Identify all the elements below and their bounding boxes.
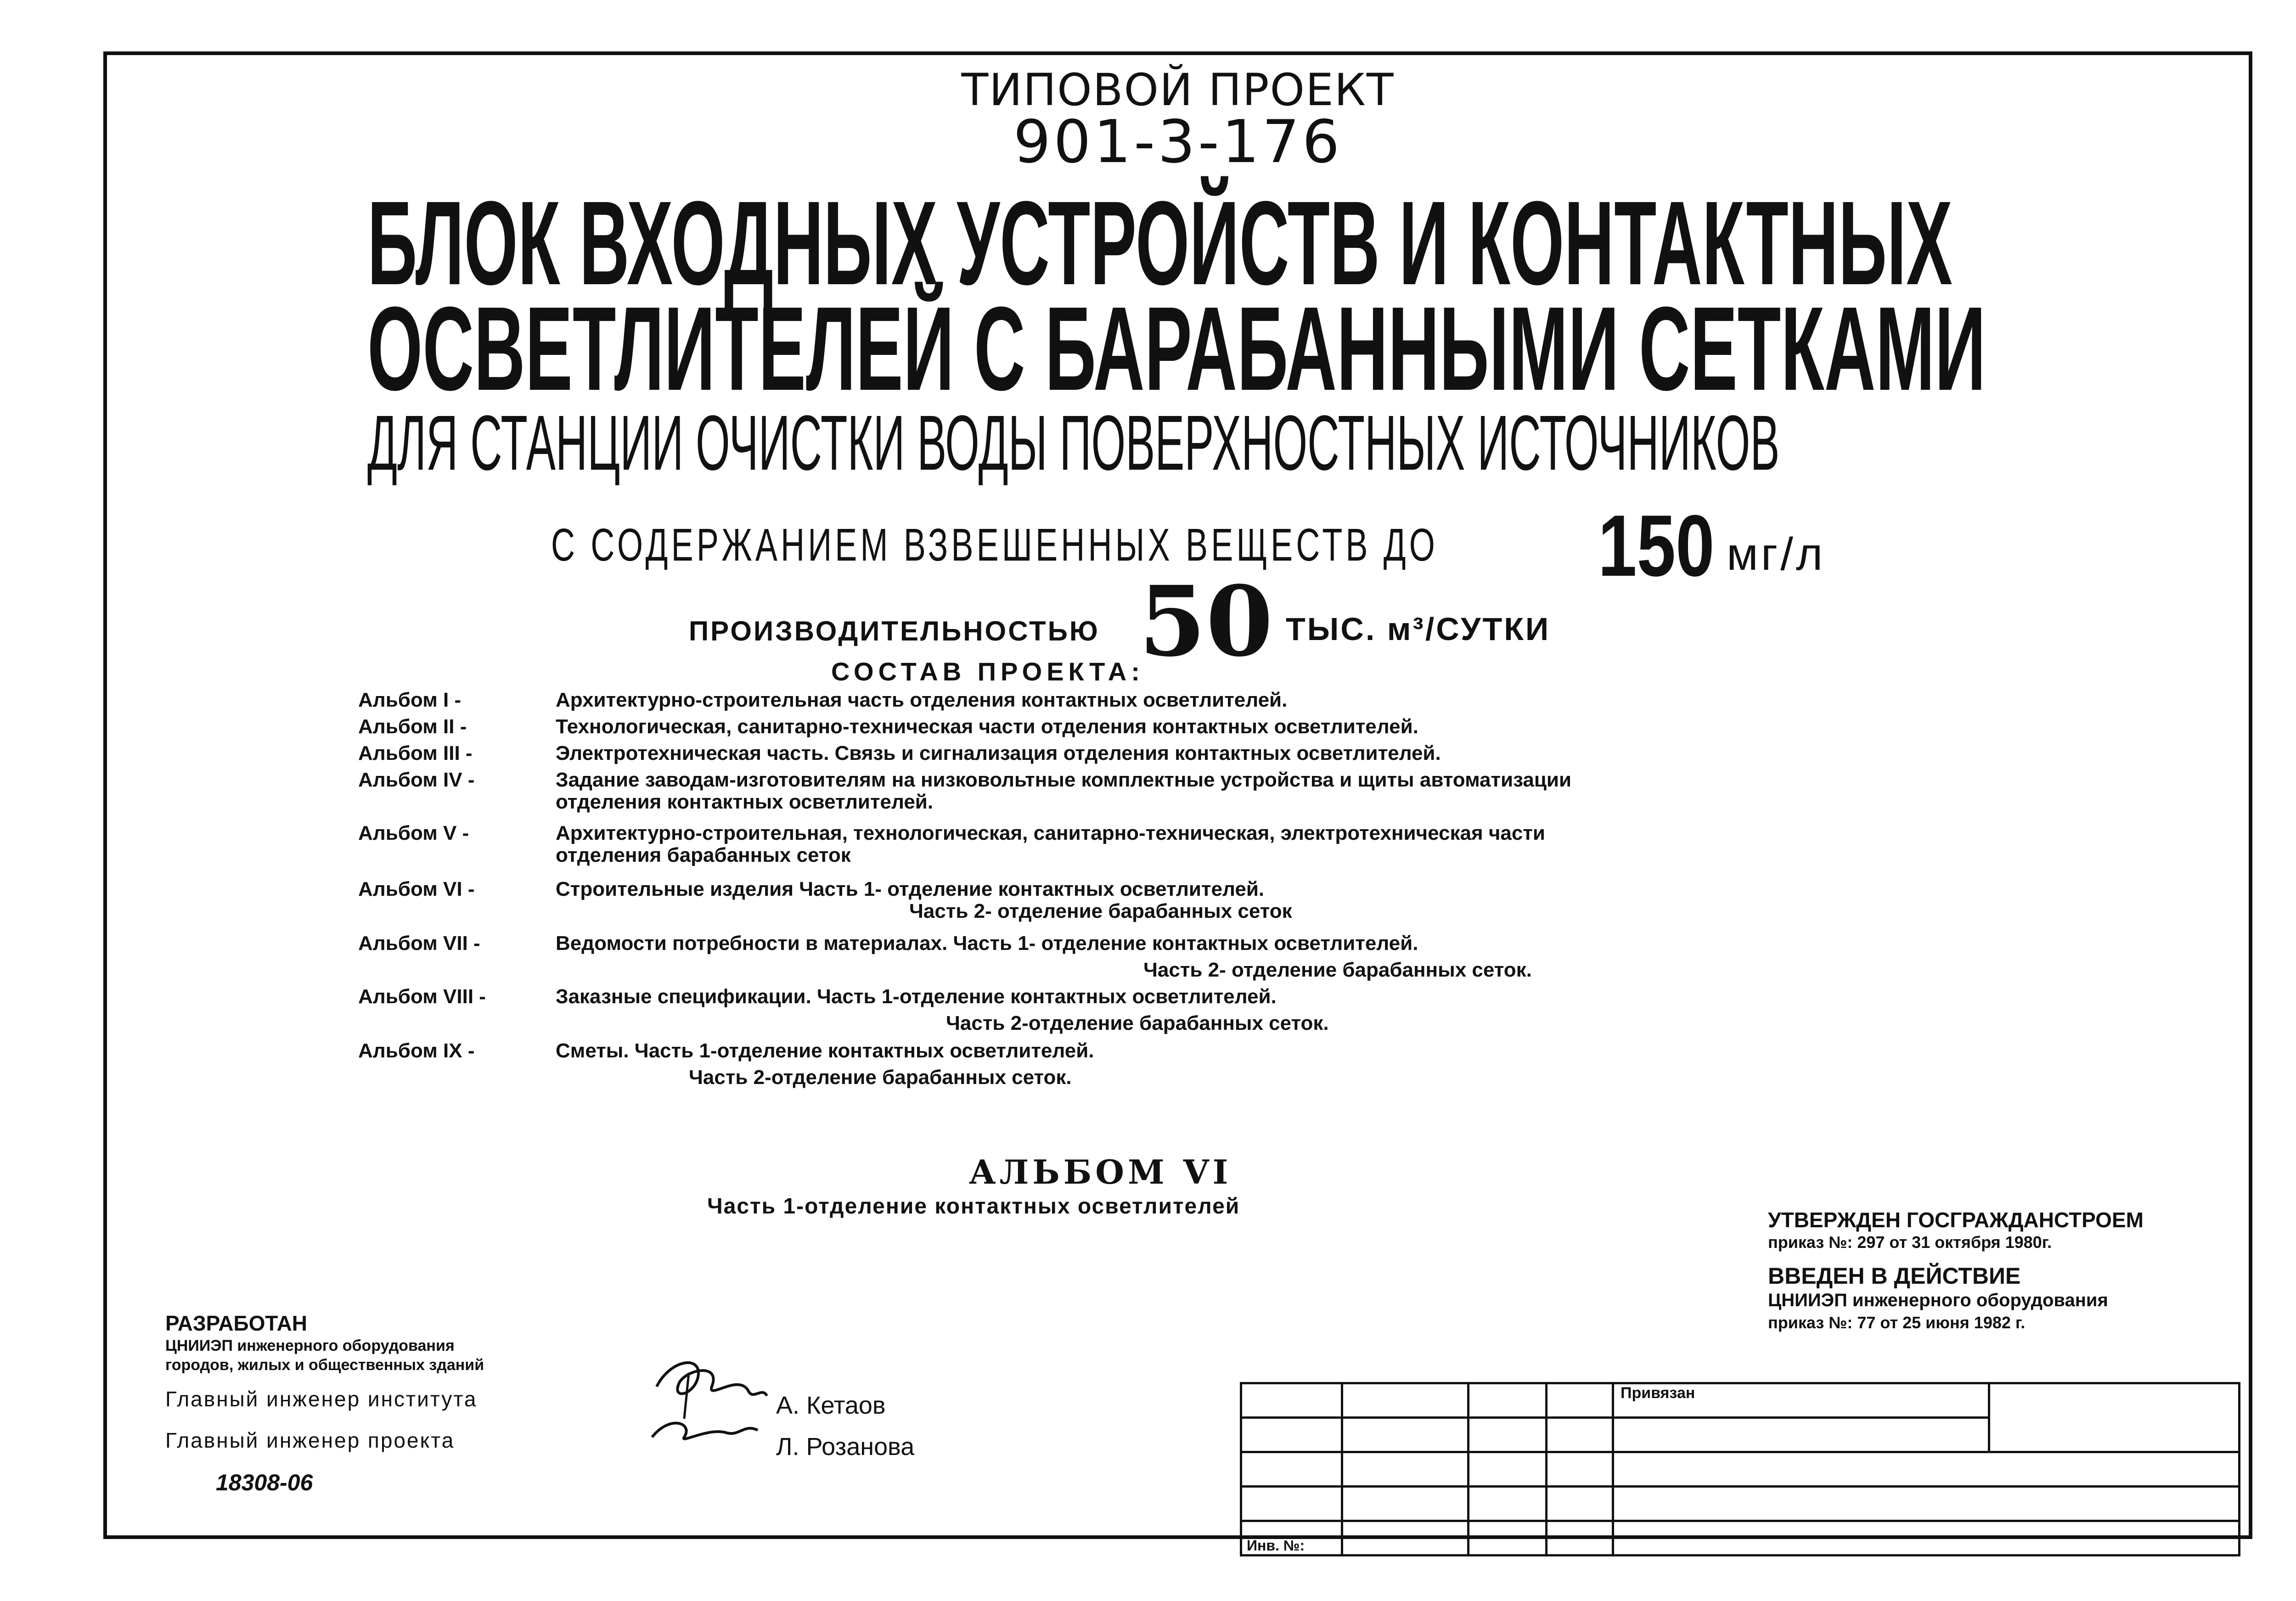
- stamp-cell: [1547, 1383, 1613, 1418]
- stamp-cell: [1241, 1383, 1342, 1418]
- album-desc: Задание заводам-изготовителям на низковольтные комплектные устройства и щиты автоматизации: [556, 769, 1572, 791]
- title-line-3-wrap: [367, 399, 1956, 487]
- stamp-cell: [1342, 1383, 1469, 1418]
- developer-heading: РАЗРАБОТАН: [165, 1311, 308, 1335]
- album-item-continued: [1143, 959, 1532, 982]
- stamp-inv-label: Инв. №:: [1241, 1521, 1342, 1556]
- developer-org-1: ЦНИИЭП инженерного оборудования: [165, 1337, 455, 1354]
- chief-engineer-project-name: Л. Розанова: [776, 1433, 915, 1461]
- header-line: ТИПОВОЙ ПРОЕКТ: [961, 64, 1395, 116]
- capacity-prefix: ПРОИЗВОДИТЕЛЬНОСТЬЮ: [689, 616, 1100, 646]
- album-label: Альбом V -: [358, 822, 469, 844]
- title-line-1: БЛОК ВХОДНЫХ УСТРОЙСТВ И КОНТАКТНЫХ: [367, 177, 1953, 310]
- suspended-solids-text: С СОДЕРЖАНИЕМ ВЗВЕШЕННЫХ ВЕЩЕСТВ ДО: [551, 519, 1438, 571]
- chief-engineer-institute-name: А. Кетаов: [776, 1392, 886, 1419]
- title-line-2: ОСВЕТЛИТЕЛЕЙ С БАРАБАННЫМИ СЕТКАМИ: [367, 282, 1986, 416]
- album-item: [358, 985, 1277, 1008]
- album-item: [358, 822, 1545, 845]
- signature-1: [643, 1345, 771, 1451]
- capacity-unit: ТЫС. м³/СУТКИ: [1286, 611, 1551, 647]
- album-item: [358, 742, 1441, 765]
- suspended-solids-unit: мг/л: [1727, 528, 1826, 580]
- album-desc: Сметы. Часть 1-отделение контактных осветлителей.: [556, 1039, 1094, 1062]
- capacity-value: 50: [1139, 565, 1273, 678]
- album-item: [358, 878, 1264, 901]
- album-label: Альбом II -: [358, 715, 467, 738]
- stamp-cell: [1469, 1383, 1547, 1418]
- album-item: [358, 715, 1418, 738]
- album-desc: Архитектурно-строительная часть отделения контактных осветлителей.: [556, 689, 1288, 711]
- album-label: Альбом VI -: [358, 878, 475, 900]
- album-label: Альбом IV -: [358, 769, 475, 791]
- composition-heading: СОСТАВ ПРОЕКТА:: [831, 657, 1144, 686]
- suspended-solids-value: 150: [1598, 497, 1715, 595]
- approval-line-1: УТВЕРЖДЕН ГОСГРАЖДАНСТРОЕМ: [1768, 1208, 2144, 1232]
- album-desc: Электротехническая часть. Связь и сигнализация отделения контактных осветлителей.: [556, 742, 1441, 764]
- album-item: [358, 1039, 1094, 1062]
- chief-engineer-project-label: Главный инженер проекта: [165, 1428, 455, 1452]
- album-item-continued: [946, 1012, 1329, 1035]
- stamp-cell: [1989, 1383, 2240, 1452]
- album-item: [358, 769, 1571, 792]
- album-desc: Строительные изделия Часть 1- отделение контактных осветлителей.: [556, 878, 1265, 900]
- title-block-stamp: [1240, 1382, 2240, 1556]
- album-label: Альбом VIII -: [358, 985, 486, 1008]
- album-desc: Ведомости потребности в материалах. Часть 1- отделение контактных осветлителей.: [556, 932, 1418, 955]
- title-line-3: ДЛЯ СТАНЦИИ ОЧИСТКИ ВОДЫ ПОВЕРХНОСТНЫХ ИСТОЧНИКОВ: [367, 399, 1780, 487]
- album-desc: Часть 2-отделение барабанных сеток.: [689, 1066, 1072, 1089]
- album-item-continued: [358, 844, 851, 867]
- approval-line-5: приказ №: 77 от 25 июня 1982 г.: [1768, 1313, 2026, 1332]
- developer-org-2: городов, жилых и общественных зданий: [165, 1356, 484, 1374]
- album-desc: Часть 2-отделение барабанных сеток.: [946, 1012, 1329, 1034]
- approval-line-3: ВВЕДЕН В ДЕЙСТВИЕ: [1768, 1263, 2021, 1289]
- album-label: Альбом IX -: [358, 1039, 475, 1062]
- chief-engineer-institute-label: Главный инженер института: [165, 1387, 478, 1411]
- album-desc: Часть 2- отделение барабанных сеток: [909, 900, 1292, 922]
- project-number: 901-3-176: [1013, 108, 1343, 176]
- archive-code: 18308-06: [216, 1470, 313, 1495]
- album-item-continued: [358, 791, 933, 814]
- album-desc: Часть 2- отделение барабанных сеток.: [1143, 959, 1532, 981]
- album-desc: отделения контактных осветлителей.: [556, 791, 934, 813]
- album-desc: Заказные спецификации. Часть 1-отделение контактных осветлителей.: [556, 985, 1277, 1008]
- title-line-2-wrap: [367, 282, 1986, 416]
- album-label: Альбом I -: [358, 689, 461, 711]
- stamp-bound-label: Привязан: [1613, 1383, 1989, 1418]
- album-label: Альбом VII -: [358, 932, 480, 955]
- approval-line-2: приказ №: 297 от 31 октября 1980г.: [1768, 1233, 2052, 1252]
- album-item-continued: [689, 1066, 1072, 1089]
- current-album-subtitle: Часть 1-отделение контактных осветлителей: [707, 1194, 1240, 1219]
- album-item: [358, 689, 1287, 712]
- current-album-title: АЛЬБОМ VI: [969, 1152, 1232, 1191]
- album-item-continued: [909, 900, 1292, 923]
- album-desc: Технологическая, санитарно-техническая части отделения контактных осветлителей.: [556, 715, 1418, 738]
- album-item: [358, 932, 1418, 955]
- album-label: Альбом III -: [358, 742, 473, 764]
- approval-line-4: ЦНИИЭП инженерного оборудования: [1768, 1290, 2108, 1310]
- album-desc: Архитектурно-строительная, технологическая, санитарно-техническая, электротехническая части: [556, 822, 1545, 844]
- album-desc: отделения барабанных сеток: [556, 844, 851, 866]
